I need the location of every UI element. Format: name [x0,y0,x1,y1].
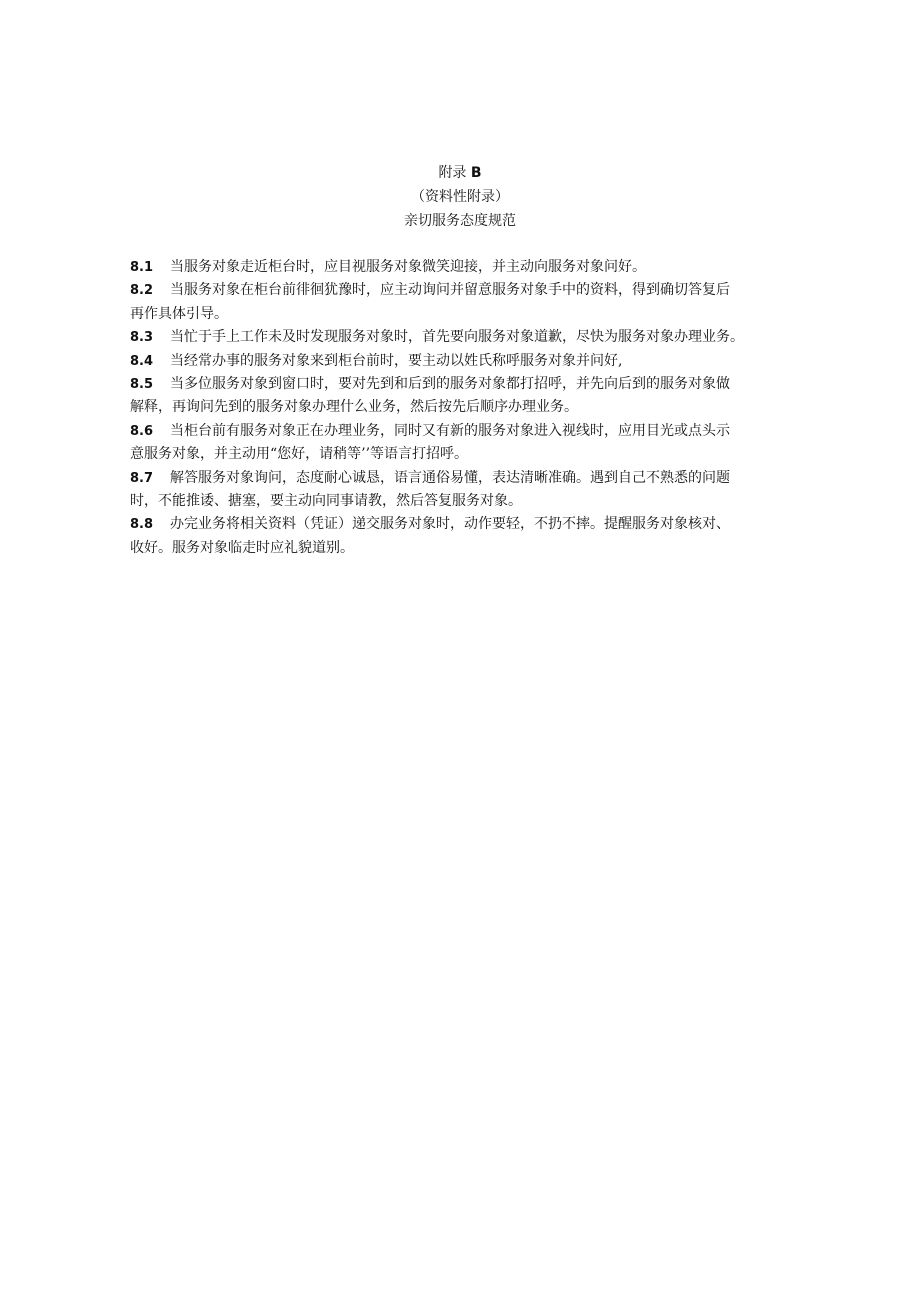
clause-text-line-2: 意服务对象，并主动用“您好，请稍等’’等语言打招呼。 [130,446,469,463]
clause-list [130,256,810,560]
clause-text-line-1: 办完业务将相关资料（凭证）递交服务对象时，动作要轻，不扔不摔。提醒服务对象核对、 [170,516,730,533]
clause-text-line-1: 当忙于手上工作未及时发现服务对象时，首先要向服务对象道歉，尽快为服务对象办理业务。 [170,329,744,346]
appendix-subtitle: （资料性附录） [411,189,509,205]
clause-number: 8.1 [130,260,154,275]
clause-8-6 [130,420,810,467]
clause-number: 8.6 [130,423,154,439]
appendix-name: 亲切服务态度规范 [404,213,516,229]
clause-text-line-1: 当多位服务对象到窗口时，要对先到和后到的服务对象都打招呼，并先向后到的服务对象做 [170,376,730,393]
clause-number: 8.3 [130,330,154,346]
clause-8-4 [130,350,810,373]
clause-text-line-1: 解答服务对象询问，态度耐心诚恳，语言通俗易懂，表达清晰准确。遇到自己不熟悉的问题 [170,469,730,486]
clause-text-line-1: 当柜台前有服务对象正在办理业务，同时又有新的服务对象进入视线时，应用目光或点头示 [170,422,730,439]
clause-text-line-1: 当经常办事的服务对象来到柜台前时，要主动以姓氏称呼服务对象并问好, [170,352,623,369]
clause-number: 8.4 [130,353,154,369]
clause-8-1 [130,256,810,279]
clause-text-line-2: 解释，再询问先到的服务对象办理什么业务，然后按先后顺序办理业务。 [130,399,578,416]
clause-text-line-2: 时，不能推诿、搪塞，要主动向同事请教，然后答复服务对象。 [130,493,522,510]
clause-text-line-2: 收好。服务对象临走时应礼貌道别。 [130,539,354,556]
clause-text-line-1: 当服务对象在柜台前徘徊犹豫时，应主动询问并留意服务对象手中的资料，得到确切答复后 [170,282,730,299]
clause-text-line-2: 再作具体引导。 [130,305,228,322]
appendix-title [0,163,920,183]
clause-8-5 [130,373,810,420]
clause-number: 8.7 [130,470,154,486]
clause-number: 8.2 [130,283,154,299]
appendix-title-letter: B [470,165,482,181]
clause-number: 8.8 [130,517,154,533]
clause-8-2 [130,279,810,326]
clause-8-7 [130,467,810,514]
clause-8-3 [130,326,810,349]
clause-text-line-1: 当服务对象走近柜台时，应目视服务对象微笑迎接，并主动向服务对象问好。 [170,259,646,275]
clause-8-8 [130,513,810,560]
appendix-title-prefix: 附录 [438,165,467,181]
clause-number: 8.5 [130,377,154,393]
